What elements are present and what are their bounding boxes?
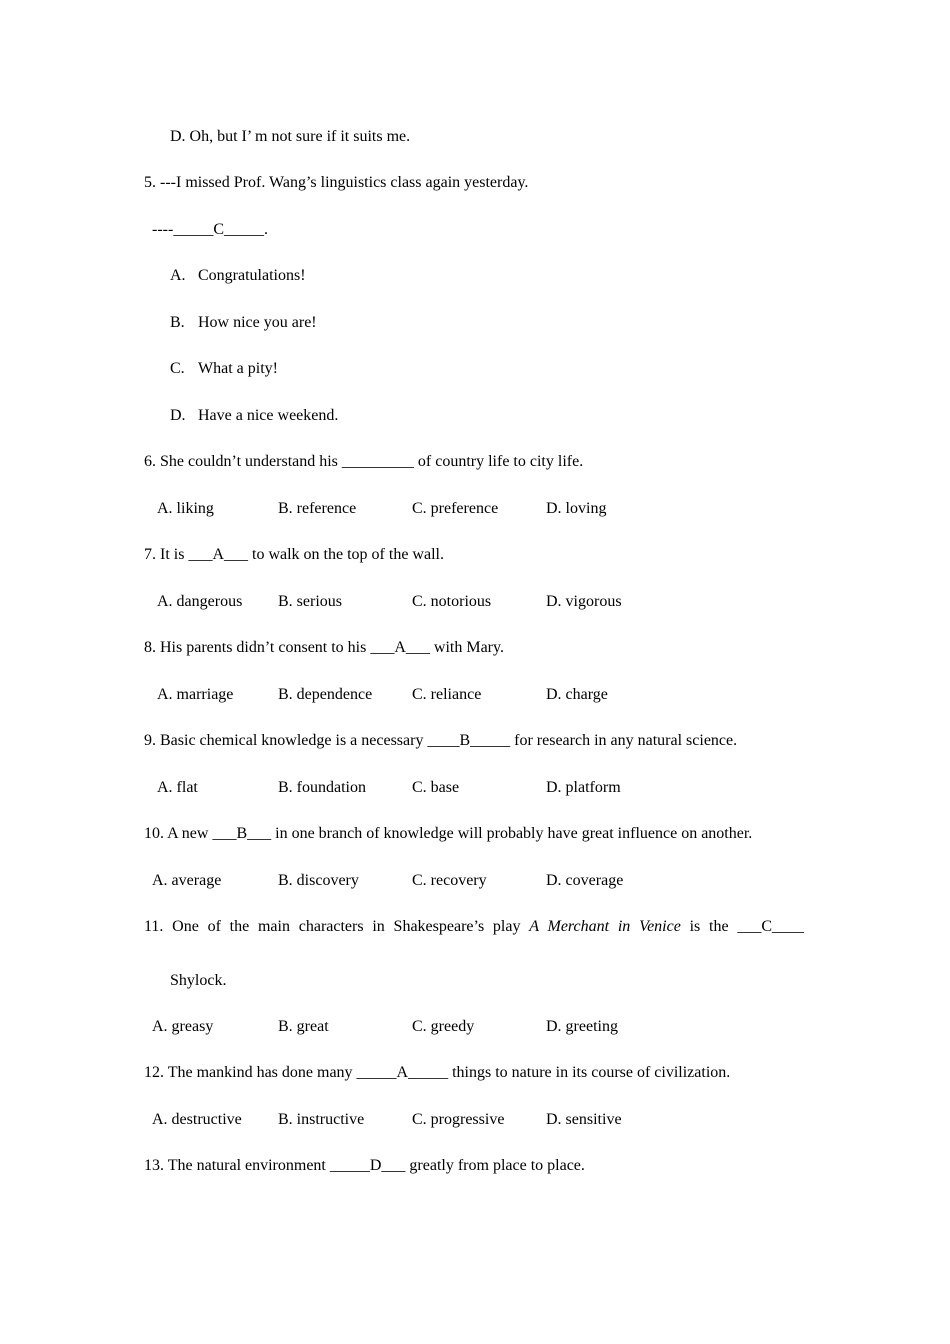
q10-option-d: D. coverage	[546, 872, 624, 889]
q5-option-d: D. Have a nice weekend.	[170, 407, 339, 424]
q11-option-c: C. greedy	[412, 1018, 475, 1035]
q6-option-d: D. loving	[546, 500, 607, 517]
q10-option-b: B. discovery	[278, 872, 359, 889]
q5-option-c: C. What a pity!	[170, 360, 278, 377]
q6-option-b: B. reference	[278, 500, 357, 517]
q10-option-a: A. average	[152, 872, 222, 889]
q7-option-a: A. dangerous	[157, 593, 243, 610]
q9-option-a: A. flat	[157, 779, 198, 796]
q7-stem: 7. It is ___A___ to walk on the top of the wall.	[144, 546, 444, 563]
q5-reply: ----_____C_____.	[152, 221, 268, 238]
q9-option-c: C. base	[412, 779, 460, 796]
q11-option-d: D. greeting	[546, 1018, 618, 1035]
q8-option-b: B. dependence	[278, 686, 373, 703]
q8-option-d: D. charge	[546, 686, 608, 703]
q9-option-d: D. platform	[546, 779, 621, 796]
q6-option-c: C. preference	[412, 500, 499, 517]
q12-option-b: B. instructive	[278, 1111, 365, 1128]
q4-option-d: D. Oh, but I’ m not sure if it suits me.	[170, 128, 411, 145]
q11-option-a: A. greasy	[152, 1018, 214, 1035]
q11-play-title: A Merchant in Venice	[529, 918, 681, 935]
q8-option-a: A. marriage	[157, 686, 234, 703]
q11-stem: 11. One of the main characters in Shakespeare’s play A Merchant in Venice is the ___C____	[144, 918, 805, 935]
q12-option-a: A. destructive	[152, 1111, 242, 1128]
q7-option-b: B. serious	[278, 593, 342, 610]
q10-option-c: C. recovery	[412, 872, 487, 889]
q5-stem: 5. ---I missed Prof. Wang’s linguistics class again yesterday.	[144, 174, 529, 191]
q5-option-b: B. How nice you are!	[170, 314, 317, 331]
q9-option-b: B. foundation	[278, 779, 366, 796]
q13-stem: 13. The natural environment _____D___ greatly from place to place.	[144, 1157, 585, 1174]
q10-stem: 10. A new ___B___ in one branch of knowledge will probably have great influence on another.	[144, 825, 753, 842]
q7-option-c: C. notorious	[412, 593, 492, 610]
q6-option-a: A. liking	[157, 500, 214, 517]
q12-stem: 12. The mankind has done many _____A_____ things to nature in its course of civilization.	[144, 1064, 731, 1081]
q7-option-d: D. vigorous	[546, 593, 622, 610]
q5-option-a: A. Congratulations!	[170, 267, 306, 284]
q8-stem: 8. His parents didn’t consent to his ___A___ with Mary.	[144, 639, 504, 656]
q12-option-d: D. sensitive	[546, 1111, 622, 1128]
q6-stem: 6. She couldn’t understand his _________ of country life to city life.	[144, 453, 584, 470]
q9-stem: 9. Basic chemical knowledge is a necessary ____B_____ for research in any natural science.	[144, 732, 738, 749]
q11-option-b: B. great	[278, 1018, 329, 1035]
q11-stem-continued: Shylock.	[170, 972, 227, 989]
q8-option-c: C. reliance	[412, 686, 482, 703]
q12-option-c: C. progressive	[412, 1111, 505, 1128]
